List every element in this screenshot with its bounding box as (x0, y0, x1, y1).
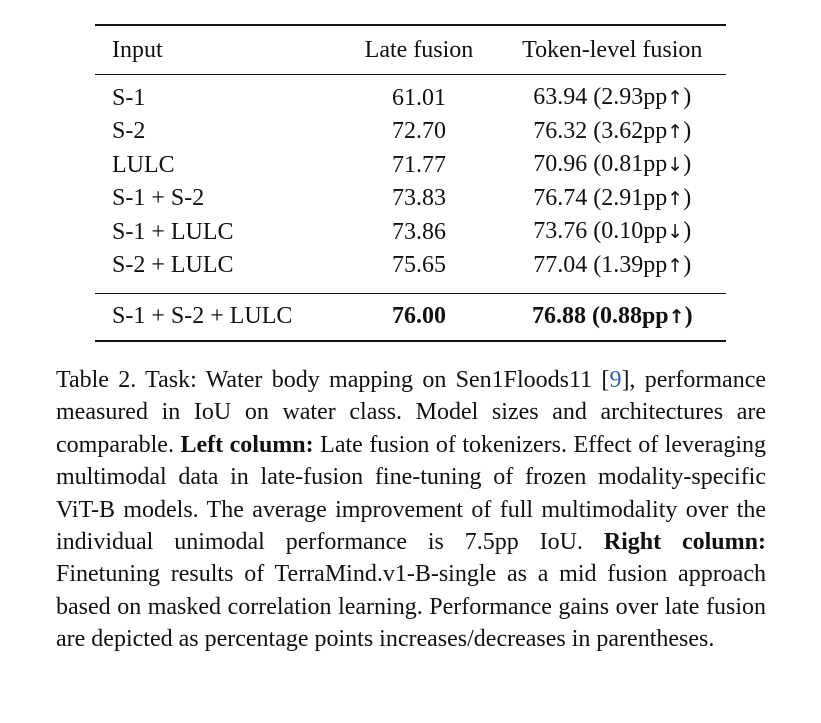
token-delta: 2.91pp (601, 184, 668, 211)
cell-token: 76.32 (3.62pp↑) (533, 117, 692, 144)
cell-late: 72.70 (392, 118, 446, 145)
table-row (95, 249, 726, 283)
caption-label: Table 2. (56, 367, 137, 393)
token-value: 76.74 (533, 184, 588, 211)
citation-link[interactable]: 9 (609, 367, 622, 393)
token-value: 77.04 (533, 251, 588, 278)
token-delta: 0.81pp (601, 151, 668, 178)
results-table-container (95, 24, 726, 342)
cell-input: S-1 + S-2 (112, 185, 205, 212)
token-delta: 0.88pp (599, 302, 669, 329)
caption-left-column-heading: Left column: (180, 431, 314, 458)
header-token-fusion: Token-level fusion (522, 36, 703, 63)
cell-input: LULC (112, 151, 175, 178)
token-arrow: ↑ (668, 305, 685, 328)
cell-late: 76.00 (392, 303, 446, 330)
table-row-final (95, 293, 726, 341)
token-value: 70.96 (533, 151, 588, 178)
table-row (95, 81, 726, 115)
token-arrow: ↓ (667, 154, 684, 177)
caption-text-4: Finetuning results of TerraMind.v1-B-single as a mid fusion approach based on masked correlation learning. Performance gains over late fusion are depicted as percentage points increases/decreases in parentheses. (56, 561, 766, 653)
caption-text-1: Task: Water body mapping on Sen1Floods11 [ (136, 367, 610, 393)
caption-right-column-heading: Right column: (603, 529, 766, 556)
token-arrow: ↑ (667, 254, 684, 277)
cell-token: 76.88 (0.88pp↑) (531, 302, 693, 329)
header-late-fusion: Late fusion (364, 36, 474, 63)
table-row (95, 148, 726, 182)
token-value: 63.94 (533, 84, 588, 110)
cell-input: S-1 + S-2 + LULC (112, 303, 293, 330)
token-delta: 1.39pp (601, 251, 668, 278)
cell-token: 70.96 (0.81pp↓) (533, 151, 692, 178)
token-value: 73.76 (533, 218, 588, 245)
header-input: Input (112, 36, 163, 63)
cell-late: 73.83 (392, 185, 446, 212)
token-delta: 2.93pp (601, 84, 668, 110)
table-final-body (95, 293, 726, 341)
token-arrow: ↓ (667, 221, 684, 244)
table-body (95, 75, 726, 294)
table-row (95, 215, 726, 249)
cell-token: 76.74 (2.91pp↑) (533, 184, 692, 211)
token-value: 76.32 (533, 117, 588, 144)
cell-token: 73.76 (0.10pp↓) (533, 218, 692, 245)
token-arrow: ↑ (667, 87, 684, 109)
cell-late: 61.01 (392, 84, 446, 111)
caption-text-3: Late fusion of tokenizers. Effect of leveraging multimodal data in late-fusion fine-tuning of frozen modality-specific ViT-B models. The average improvement of full multimodality over the individual unimodal performance is 7.5pp IoU. (56, 431, 766, 556)
table-header-row (95, 25, 726, 75)
cell-late: 73.86 (392, 218, 446, 245)
cell-late: 75.65 (392, 252, 446, 279)
cell-late: 71.77 (392, 151, 446, 178)
cell-input: S-2 (112, 118, 146, 145)
token-arrow: ↑ (667, 120, 684, 143)
cell-token: 77.04 (1.39pp↑) (533, 251, 692, 278)
table-caption (56, 364, 766, 656)
cell-token: 63.94 (2.93pp↑) (533, 84, 692, 110)
cell-input: S-2 + LULC (112, 252, 234, 279)
table-row (95, 182, 726, 216)
token-delta: 0.10pp (601, 218, 668, 245)
results-table (95, 24, 726, 342)
caption-text-2: ], performance measured in IoU on water class. Model sizes and architectures are comparable. (56, 367, 767, 458)
token-delta: 3.62pp (601, 117, 668, 144)
token-value: 76.88 (531, 302, 586, 329)
table-row (95, 115, 726, 149)
token-arrow: ↑ (667, 187, 684, 210)
table-spacer (95, 283, 726, 294)
cell-input: S-1 + LULC (112, 218, 234, 245)
cell-input: S-1 (112, 84, 146, 111)
